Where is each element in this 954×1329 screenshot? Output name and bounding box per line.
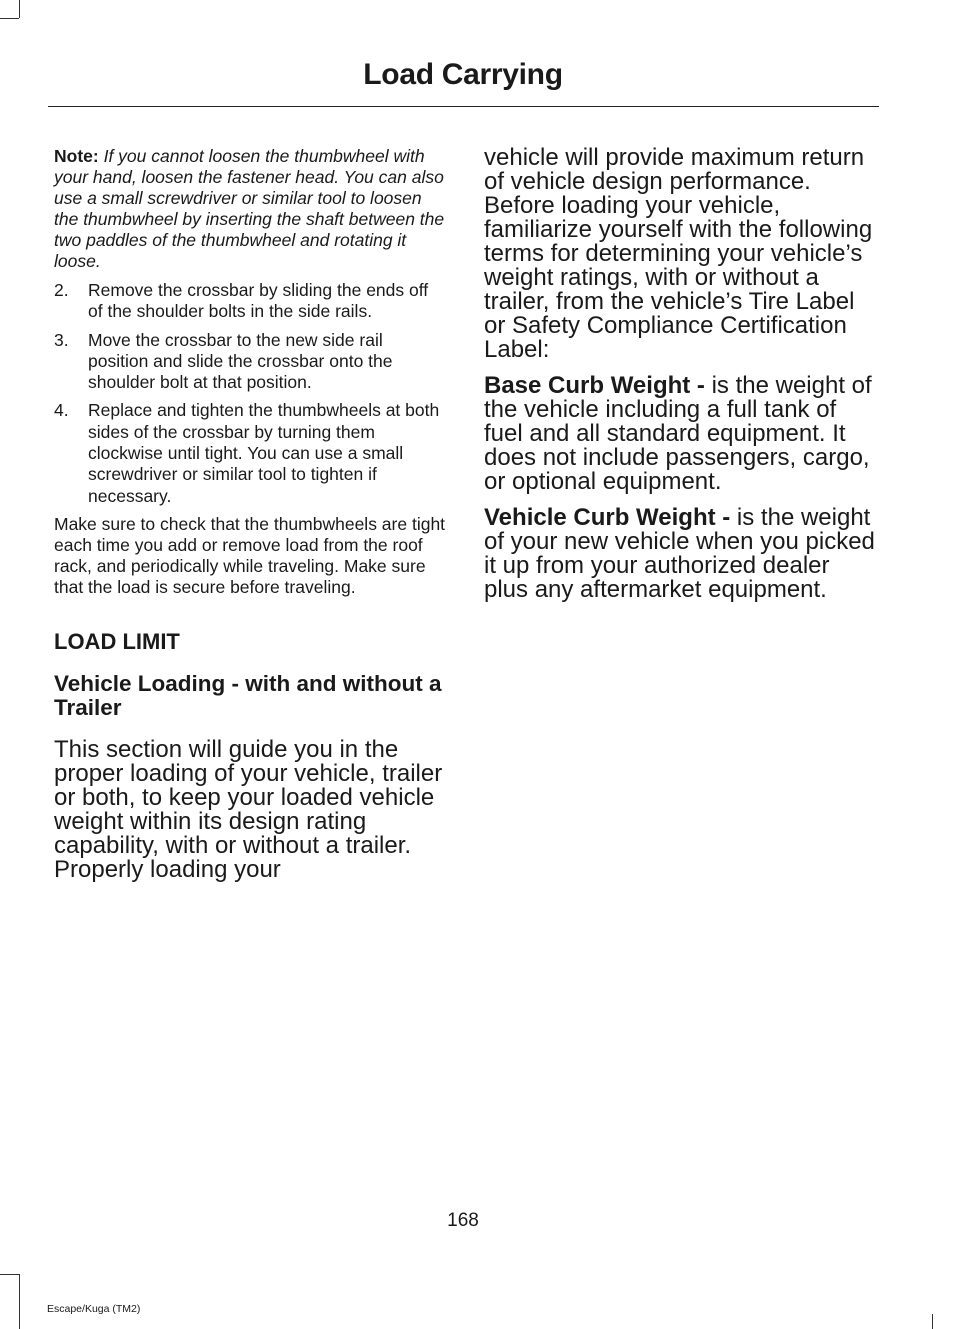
footer-text: Escape/Kuga (TM2) — [47, 1303, 141, 1315]
subheading: Vehicle Loading - with and without a Trailer — [54, 670, 442, 720]
definition-base-curb-weight — [484, 374, 876, 494]
step-number: 2. — [54, 280, 69, 300]
note-text: If you cannot loosen the thumbwheel with your hand, loosen the fastener head. You can also use a small screwdriver or similar tool to loosen the thumbwheel by inserting the shaft between the two paddles of the thumbwheel and rotating it loose. — [54, 146, 445, 271]
page-number: 168 — [447, 1210, 479, 1231]
page-title: Load Carrying — [363, 58, 563, 91]
crop-mark — [19, 0, 20, 18]
section-heading: LOAD LIMIT — [54, 628, 180, 654]
note-paragraph — [54, 146, 446, 272]
step-number: 4. — [54, 400, 69, 421]
crop-mark — [932, 1314, 933, 1329]
right-column — [484, 146, 876, 602]
definition-vehicle-curb-weight — [484, 506, 876, 602]
step-text: Replace and tighten the thumbwheels at both sides of the crossbar by turning them clockwise until tight. You can use a small screwdriver or similar tool to tighten if necessary. — [88, 400, 440, 506]
crop-mark — [0, 18, 19, 19]
header-rule — [48, 106, 879, 107]
step-text: Move the crossbar to the new side rail position and slide the crossbar onto the shoulder bolt at that position. — [88, 329, 393, 393]
step-number: 3. — [54, 329, 69, 350]
list-item — [54, 330, 446, 394]
intro-paragraph: This section will guide you in the proper loading of your vehicle, trailer or both, to keep your loaded vehicle weight within its design rating capability, with or without a trailer. Properly loading your — [54, 735, 443, 883]
crop-mark — [19, 1274, 20, 1329]
check-paragraph: Make sure to check that the thumbwheels are tight each time you add or remove load from the roof rack, and periodically while traveling. Make sure that the load is secure before traveling. — [54, 513, 446, 597]
list-item — [54, 280, 446, 323]
list-item — [54, 400, 446, 506]
note-label: Note: — [54, 146, 99, 166]
definition-term: Vehicle Curb Weight - — [484, 504, 731, 531]
definition-text: is the weight of the vehicle including a full tank of fuel and all standard equipment. It does not include passengers, cargo, or optional equipment. — [484, 372, 872, 495]
definition-term: Base Curb Weight - — [484, 372, 705, 399]
definition-text: is the weight of your new vehicle when you picked it up from your authorized dealer plus any aftermarket equipment. — [484, 504, 875, 603]
left-column — [54, 146, 446, 882]
crop-mark — [0, 1274, 19, 1275]
step-text: Remove the crossbar by sliding the ends off of the shoulder bolts in the side rails. — [88, 280, 429, 322]
steps-list — [54, 280, 446, 507]
intro-paragraph-continued: vehicle will provide maximum return of vehicle design performance. Before loading your vehicle, familiarize yourself with the following terms for determining your vehicle’s weight ratings, with or without a trailer, from the vehicle’s Tire Label or Safety Compliance Certification Label: — [484, 144, 873, 363]
